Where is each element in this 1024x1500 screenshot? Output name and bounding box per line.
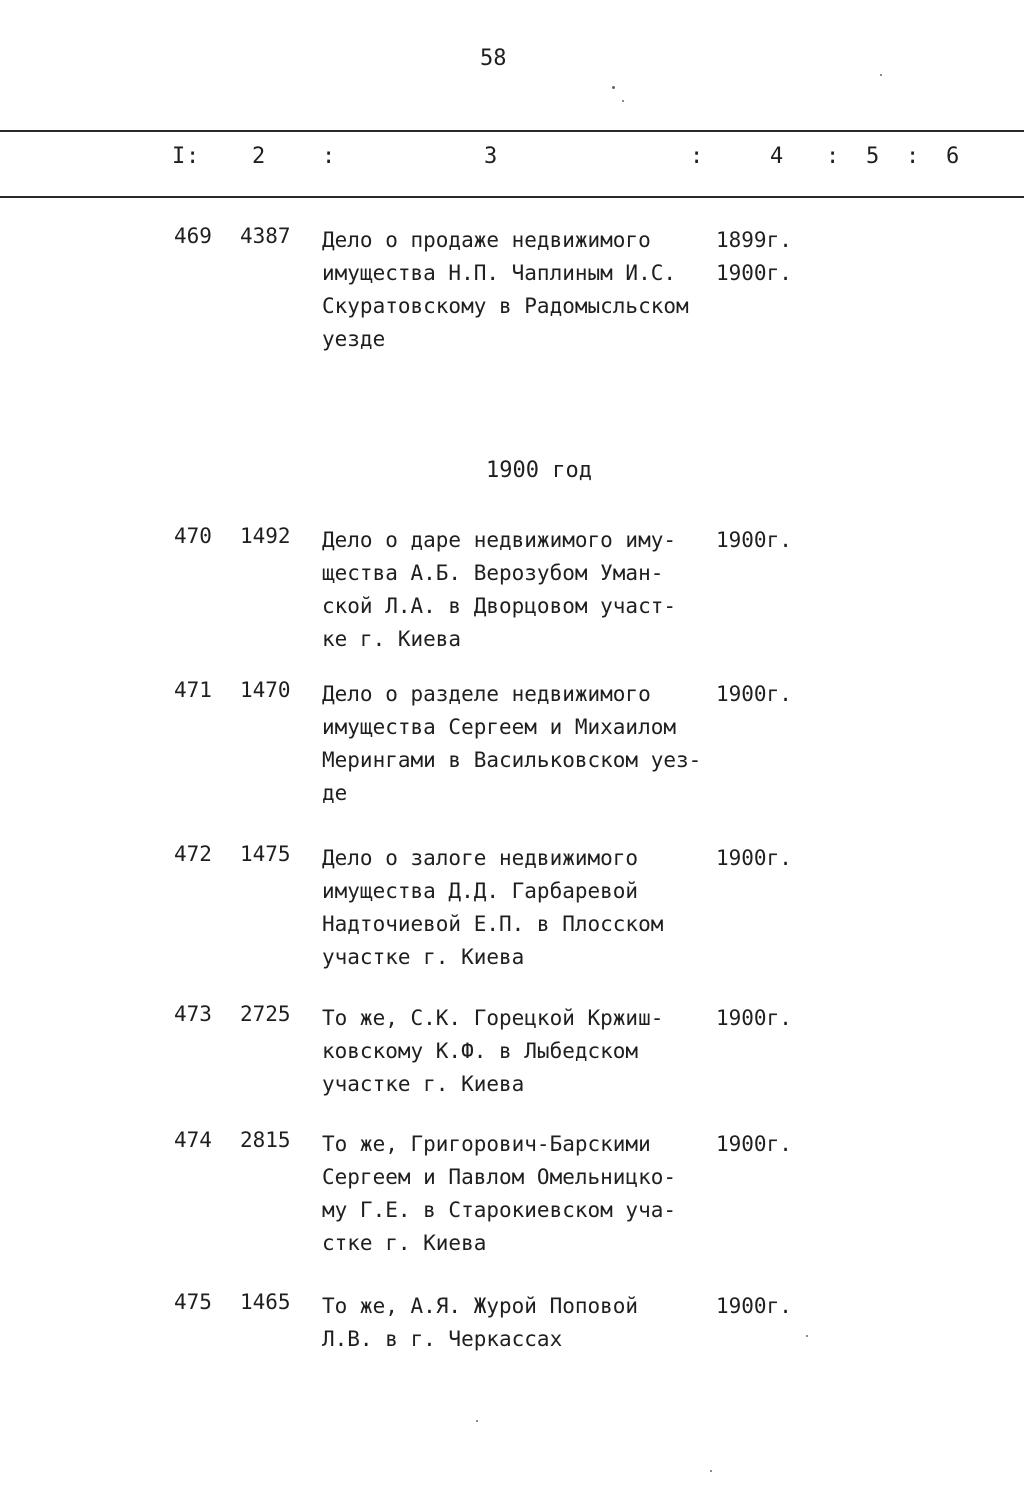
entry-code: 1470 [240, 678, 291, 702]
description-line: ке г. Киева [322, 627, 462, 651]
entry-code: 2725 [240, 1002, 291, 1026]
column-separator: : [690, 144, 704, 169]
entry-code: 4387 [240, 224, 291, 248]
description-line: Дело о продаже недвижимого [322, 228, 651, 252]
description-line: щества А.Б. Верозубом Уман- [322, 561, 664, 585]
scan-speck [612, 86, 615, 89]
entry-number: 474 [174, 1128, 212, 1152]
column-header-6: 6 [946, 144, 960, 169]
scan-speck [476, 1420, 478, 1422]
description-line: Дело о даре недвижимого иму- [322, 528, 677, 552]
entry-years [716, 678, 792, 711]
entry-year: 1900г. [716, 261, 792, 285]
entry-description [322, 1002, 722, 1101]
description-line: Сергеем и Павлом Омельницко- [322, 1165, 677, 1189]
entry-description [322, 524, 722, 656]
entry-code: 1475 [240, 842, 291, 866]
column-header-5: 5 [866, 144, 880, 169]
scan-speck [622, 100, 624, 102]
column-separator: : [322, 144, 336, 169]
description-line: Мерингами в Васильковском уез- [322, 748, 702, 772]
entry-description [322, 842, 722, 974]
description-line: му Г.Е. в Старокиевском уча- [322, 1198, 677, 1222]
header-bottom-rule [0, 196, 1024, 198]
entry-years [716, 224, 792, 290]
scan-speck [806, 1335, 808, 1337]
description-line: участке г. Киева [322, 1072, 525, 1096]
column-header-3: 3 [484, 144, 498, 169]
column-separator: : [186, 144, 200, 169]
description-line: имущества Сергеем и Михаилом [322, 715, 677, 739]
description-line: То же, А.Я. Журой Поповой [322, 1294, 639, 1318]
description-line: Л.В. в г. Черкассах [322, 1327, 563, 1351]
description-line: Дело о залоге недвижимого [322, 846, 639, 870]
entry-year: 1900г. [716, 682, 792, 706]
column-header-2: 2 [252, 144, 266, 169]
description-line: То же, С.К. Горецкой Кржиш- [322, 1006, 664, 1030]
description-line: уезде [322, 327, 386, 351]
entry-years [716, 1128, 792, 1161]
column-header-1: I [172, 144, 186, 169]
entry-code: 1465 [240, 1290, 291, 1314]
entry-years [716, 524, 792, 557]
entry-description [322, 678, 722, 810]
description-line: имущества Н.П. Чаплиным И.С. [322, 261, 677, 285]
description-line: Скуратовскому в Радомысльском [322, 294, 689, 318]
entry-number: 470 [174, 524, 212, 548]
entry-number: 471 [174, 678, 212, 702]
entry-years [716, 1290, 792, 1323]
entry-years [716, 842, 792, 875]
column-separator: : [826, 144, 840, 169]
header-top-rule [0, 130, 1024, 132]
entry-year: 1900г. [716, 528, 792, 552]
entry-year: 1900г. [716, 846, 792, 870]
entry-description [322, 1290, 722, 1356]
entry-number: 475 [174, 1290, 212, 1314]
entry-number: 469 [174, 224, 212, 248]
entry-number: 472 [174, 842, 212, 866]
page-number: 58 [480, 46, 507, 71]
description-line: стке г. Киева [322, 1231, 487, 1255]
column-separator: : [906, 144, 920, 169]
description-line: участке г. Киева [322, 945, 525, 969]
description-line: ковскому К.Ф. в Лыбедском [322, 1039, 639, 1063]
entry-description [322, 224, 722, 356]
description-line: имущества Д.Д. Гарбаревой [322, 879, 639, 903]
description-line: де [322, 781, 348, 805]
entry-code: 1492 [240, 524, 291, 548]
entry-years [716, 1002, 792, 1035]
entry-year: 1900г. [716, 1006, 792, 1030]
entry-description [322, 1128, 722, 1260]
entry-year: 1900г. [716, 1132, 792, 1156]
column-header-4: 4 [770, 144, 784, 169]
entry-code: 2815 [240, 1128, 291, 1152]
description-line: Надточиевой Е.П. в Плосском [322, 912, 664, 936]
description-line: То же, Григорович-Барскими [322, 1132, 651, 1156]
scan-speck [880, 74, 882, 76]
section-title: 1900 год [486, 458, 592, 483]
description-line: ской Л.А. в Дворцовом участ- [322, 594, 677, 618]
entry-year: 1900г. [716, 1294, 792, 1318]
entry-number: 473 [174, 1002, 212, 1026]
description-line: Дело о разделе недвижимого [322, 682, 651, 706]
scan-speck [710, 1470, 712, 1472]
entry-year: 1899г. [716, 228, 792, 252]
